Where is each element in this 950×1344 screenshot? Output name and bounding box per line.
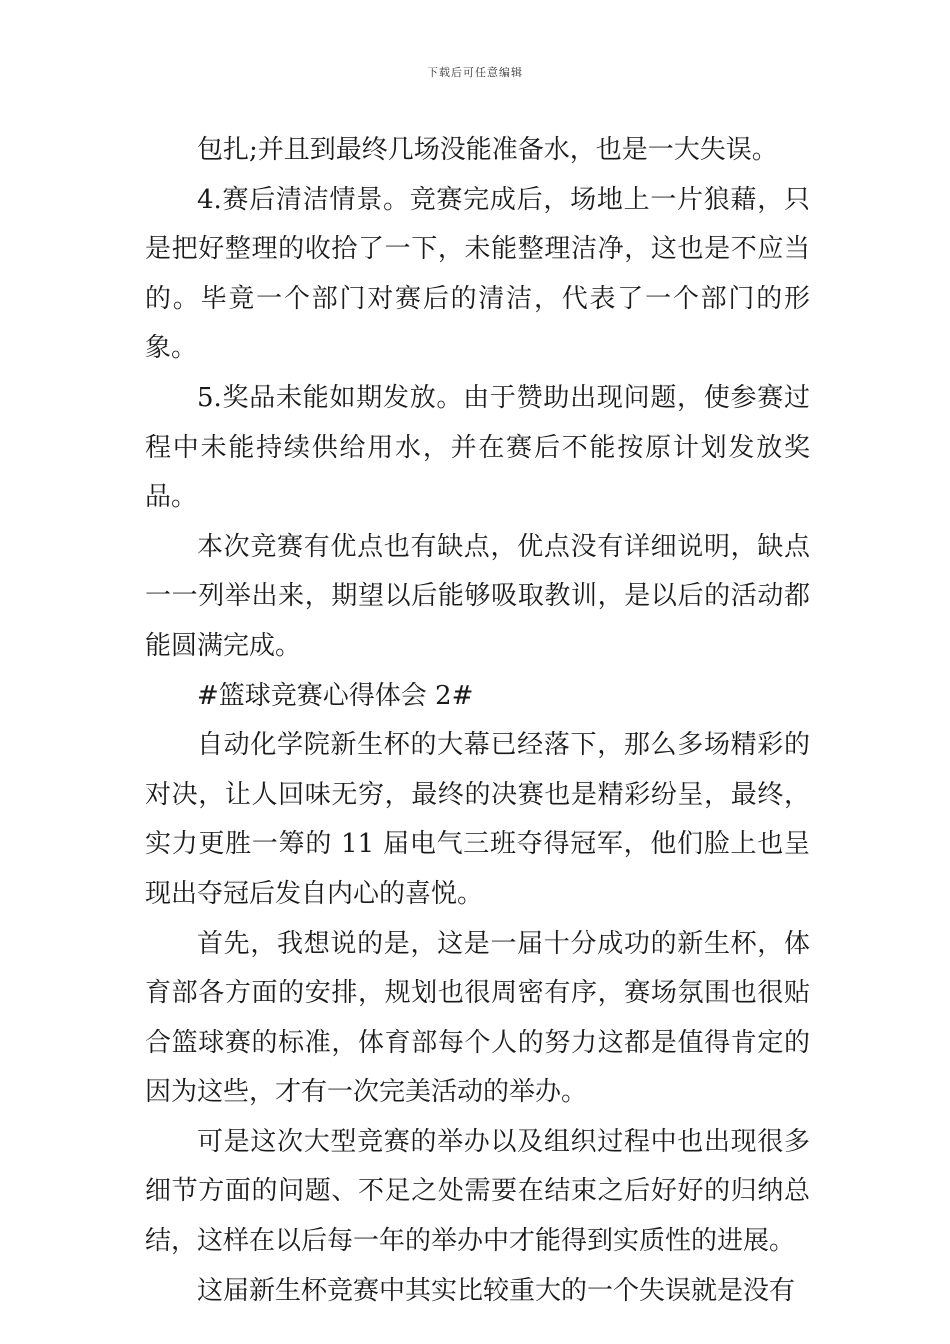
- document-body: [145, 126, 810, 1316]
- paragraph: 本次竞赛有优点也有缺点，优点没有详细说明，缺点一一列举出来，期望以后能够吸取教训，是以后的活动都能圆满完成。: [145, 531, 810, 661]
- paragraph: 5.奖品未能如期发放。由于赞助出现问题，使参赛过程中未能持续供给用水，并在赛后不能按原计划发放奖品。: [145, 382, 810, 513]
- paragraph: 自动化学院新生杯的大幕已经落下，那么多场精彩的对决，让人回味无穷，最终的决赛也是精彩纷呈，最终，实力更胜一筹的 11 届电气三班夺得冠军，他们脸上也呈现出夺冠后发自内心的喜悦。: [145, 730, 810, 909]
- paragraph: 4.赛后清洁情景。竞赛完成后，场地上一片狼藉，只是把好整理的收拾了一下，未能整理洁净，这也是不应当的。毕竟一个部门对赛后的清洁，代表了一个部门的形象。: [145, 184, 810, 364]
- paragraph: 可是这次大型竞赛的举办以及组织过程中也出现很多细节方面的问题、不足之处需要在结束之后好好的归纳总结，这样在以后每一年的举办中才能得到实质性的进展。: [145, 1126, 810, 1257]
- header-note: 下载后可任意编辑: [427, 66, 523, 79]
- paragraph: 这届新生杯竞赛中其实比较重大的一个失误就是没有: [197, 1275, 796, 1306]
- paragraph: 包扎;并且到最终几场没能准备水，也是一大失误。: [197, 135, 778, 165]
- section-heading: #篮球竞赛心得体会 2#: [197, 680, 474, 711]
- paragraph: 首先，我想说的是，这是一届十分成功的新生杯，体育部各方面的安排，规划也很周密有序，赛场氛围也很贴合篮球赛的标准，体育部每个人的努力这都是值得肯定的因为这些，才有一次完美活动的举办。: [145, 928, 810, 1108]
